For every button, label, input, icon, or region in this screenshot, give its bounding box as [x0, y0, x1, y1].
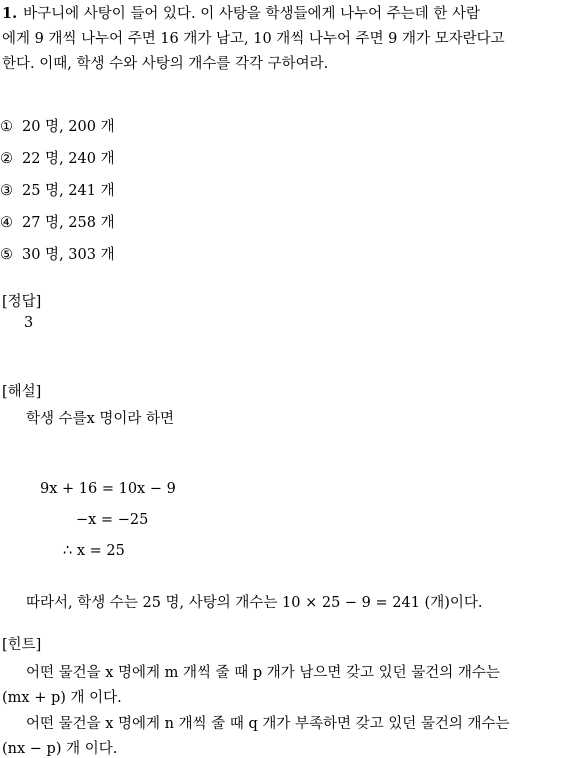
hint-line-2: (mx + p) 개 이다. — [2, 690, 122, 706]
question-text-1: 바구니에 사탕이 들어 있다. 이 사탕을 학생들에게 나누어 주는데 한 사람 — [23, 6, 481, 22]
option-5[interactable] — [0, 243, 115, 264]
equation-3: ∴ x = 25 — [63, 543, 125, 559]
option-marker: ③ — [0, 183, 13, 199]
option-2[interactable] — [0, 147, 115, 168]
equation-1: 9x + 16 = 10x − 9 — [40, 481, 176, 497]
explanation-heading: [해설] — [2, 384, 42, 400]
explanation-intro: 학생 수를x 명이라 하면 — [26, 411, 175, 427]
option-text: 20 명, 200 개 — [22, 119, 115, 135]
option-1[interactable] — [0, 115, 115, 136]
hint-line-1: 어떤 물건을 x 명에게 m 개씩 줄 때 p 개가 남으면 갖고 있던 물건의 개수는 — [26, 665, 500, 681]
option-3[interactable] — [0, 179, 115, 200]
option-marker: ⑤ — [0, 247, 13, 263]
answer-heading: [정답] — [2, 294, 42, 310]
equation-2: −x = −25 — [76, 512, 149, 528]
option-text: 25 명, 241 개 — [22, 183, 115, 199]
question-number: 1. — [2, 5, 18, 22]
option-marker: ② — [0, 151, 13, 167]
question-line-3: 한다. 이때, 학생 수와 사탕의 개수를 각각 구하여라. — [2, 56, 329, 72]
option-marker: ① — [0, 119, 13, 135]
option-text: 22 명, 240 개 — [22, 151, 115, 167]
explanation-conclusion: 따라서, 학생 수는 25 명, 사탕의 개수는 10 × 25 − 9 = 241 (개)이다. — [26, 595, 483, 611]
hint-line-4: (nx − p) 개 이다. — [2, 741, 118, 757]
option-4[interactable] — [0, 211, 115, 232]
question-line-2: 에게 9 개씩 나누어 주면 16 개가 남고, 10 개씩 나누어 주면 9 개가 모자란다고 — [2, 31, 505, 47]
option-marker: ④ — [0, 215, 13, 231]
option-text: 27 명, 258 개 — [22, 215, 115, 231]
hint-line-3: 어떤 물건을 x 명에게 n 개씩 줄 때 q 개가 부족하면 갖고 있던 물건의 개수는 — [26, 716, 510, 732]
option-text: 30 명, 303 개 — [22, 247, 115, 263]
hint-heading: [힌트] — [2, 637, 42, 653]
question-line-1 — [2, 2, 480, 23]
answer-value: 3 — [24, 315, 34, 331]
